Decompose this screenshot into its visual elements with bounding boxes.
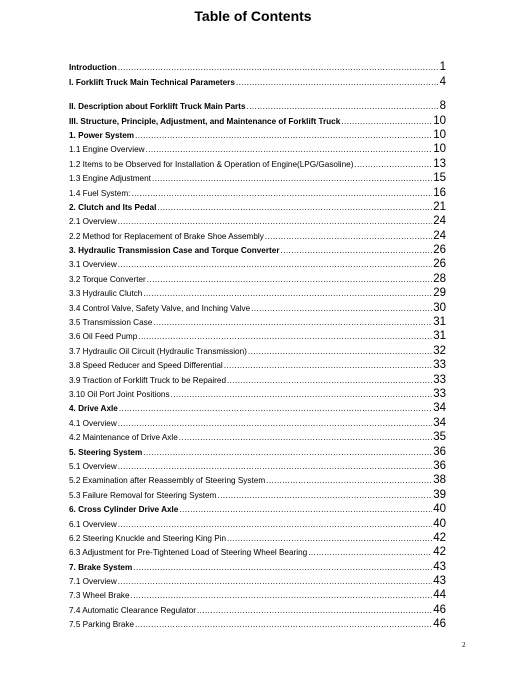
- toc-entry-label: 3.9 Traction of Forklift Truck to be Repaired: [69, 375, 226, 385]
- dot-leader: [251, 304, 432, 314]
- dot-leader: [143, 448, 432, 458]
- toc-entry-label: 4.1 Overview: [69, 418, 117, 428]
- toc-entry-page: 26: [433, 258, 446, 271]
- toc-entry-page: 28: [433, 272, 446, 285]
- toc-entry-page: 33: [433, 373, 446, 386]
- toc-entry-page: 35: [433, 431, 446, 444]
- toc-entry-page: 43: [433, 575, 446, 588]
- dot-leader: [135, 620, 432, 630]
- toc-entry[interactable]: [69, 458, 446, 472]
- toc-entry-label: II. Description about Forklift Truck Main Parts: [69, 102, 246, 112]
- toc-entry[interactable]: [69, 328, 446, 342]
- toc-entry-label: III. Structure, Principle, Adjustment, and Maintenance of Forklift Truck: [69, 116, 341, 126]
- toc-entry-label: 7.1 Overview: [69, 577, 117, 587]
- toc-entry-label: 3.8 Speed Reducer and Speed Differential: [69, 361, 223, 371]
- dot-leader: [131, 189, 432, 199]
- dot-leader: [217, 491, 432, 501]
- toc-entry-label: 3. Hydraulic Transmission Case and Torque Converter: [69, 246, 280, 256]
- dot-leader: [179, 505, 432, 515]
- page-number: 2: [462, 641, 466, 649]
- toc-entry-label: 3.6 Oil Feed Pump: [69, 332, 138, 342]
- toc-entry[interactable]: [69, 386, 446, 400]
- toc-entry[interactable]: [69, 486, 446, 500]
- dot-leader: [227, 376, 432, 386]
- toc-entry[interactable]: [69, 199, 446, 213]
- toc-entry-page: 33: [433, 359, 446, 372]
- toc-entry-page: 46: [433, 618, 446, 631]
- toc-entry[interactable]: [69, 558, 446, 572]
- toc-entry[interactable]: [69, 314, 446, 328]
- toc-entry[interactable]: [69, 285, 446, 299]
- toc-entry-page: 31: [433, 330, 446, 343]
- toc-entry[interactable]: [69, 544, 446, 558]
- toc-entry[interactable]: [69, 501, 446, 515]
- dot-leader: [143, 289, 432, 299]
- dot-leader: [118, 260, 432, 270]
- toc-entry[interactable]: [69, 342, 446, 356]
- toc-entry-page: 32: [433, 344, 446, 357]
- toc-entry[interactable]: [69, 227, 446, 241]
- dot-leader: [171, 390, 433, 400]
- toc-entry-label: 5.1 Overview: [69, 461, 117, 471]
- toc-entry-label: 5. Steering System: [69, 447, 143, 457]
- dot-leader: [118, 520, 432, 530]
- toc-entry-label: 1.2 Items to be Observed for Installation & Operation of Engine(LPG/Gasoline): [69, 159, 354, 169]
- dot-leader: [118, 577, 432, 587]
- toc-entry-page: 42: [433, 531, 446, 544]
- toc-entry-page: 46: [433, 603, 446, 616]
- toc-entry-page: 43: [433, 560, 446, 573]
- toc-entry[interactable]: [69, 515, 446, 529]
- dot-leader: [118, 462, 432, 472]
- toc-entry[interactable]: [69, 573, 446, 587]
- toc-entry[interactable]: [69, 242, 446, 256]
- toc-entry-page: 13: [433, 157, 446, 170]
- toc-entry[interactable]: [69, 112, 446, 126]
- dot-leader: [197, 606, 432, 616]
- toc-entry-label: 1.4 Fuel System:: [69, 188, 131, 198]
- toc-entry[interactable]: [69, 299, 446, 313]
- toc-entry[interactable]: [69, 371, 446, 385]
- toc-entry-page: 4: [439, 75, 446, 88]
- dot-leader: [341, 117, 432, 127]
- dot-leader: [236, 78, 439, 88]
- toc-entry-page: 36: [433, 459, 446, 472]
- toc-entry[interactable]: [69, 400, 446, 414]
- toc-entry[interactable]: [69, 98, 446, 112]
- toc-entry[interactable]: [69, 127, 446, 141]
- dot-leader: [265, 232, 432, 242]
- toc-entry-page: 16: [433, 186, 446, 199]
- toc-entry[interactable]: [69, 155, 446, 169]
- dot-leader: [135, 131, 432, 141]
- dot-leader: [131, 591, 433, 601]
- toc-entry-label: 3.7 Hydraulic Oil Circuit (Hydraulic Transmission): [69, 346, 247, 356]
- dot-leader: [118, 63, 439, 73]
- toc-entry[interactable]: [69, 270, 446, 284]
- toc-entry-page: 21: [433, 200, 446, 213]
- toc-entry-page: 33: [433, 387, 446, 400]
- dot-leader: [118, 419, 432, 429]
- toc-entry-page: 24: [433, 215, 446, 228]
- dot-leader: [118, 217, 432, 227]
- toc-entry-page: 26: [433, 244, 446, 257]
- toc-entry-page: 44: [433, 589, 446, 602]
- toc-entry-label: 7.3 Wheel Brake: [69, 591, 130, 601]
- toc-entry-label: 7.4 Automatic Clearance Regulator: [69, 605, 196, 615]
- toc-entry-label: 7.5 Parking Brake: [69, 620, 135, 630]
- toc-entry-page: 10: [433, 128, 446, 141]
- toc-entry-label: I. Forklift Truck Main Technical Parameters: [69, 77, 235, 87]
- toc-entry-page: 10: [433, 143, 446, 156]
- toc-entry[interactable]: [69, 170, 446, 184]
- toc-entry[interactable]: [69, 443, 446, 457]
- toc-entry-page: 42: [433, 546, 446, 559]
- dot-leader: [146, 145, 433, 155]
- dot-leader: [308, 548, 432, 558]
- toc-entry[interactable]: [69, 616, 446, 630]
- toc-entry-label: 4.2 Maintenance of Drive Axle: [69, 433, 178, 443]
- toc-entry[interactable]: [69, 429, 446, 443]
- toc-entry-page: 10: [433, 114, 446, 127]
- dot-leader: [281, 246, 433, 256]
- toc-entry[interactable]: [69, 213, 446, 227]
- toc-entry-label: 2.1 Overview: [69, 217, 117, 227]
- dot-leader: [248, 347, 432, 357]
- dot-leader: [133, 563, 432, 573]
- toc-entry[interactable]: [69, 357, 446, 371]
- dot-leader: [227, 534, 432, 544]
- toc-entry-page: 15: [433, 172, 446, 185]
- dot-leader: [138, 332, 432, 342]
- toc-entry-page: 24: [433, 229, 446, 242]
- toc-entry[interactable]: [69, 73, 446, 87]
- toc-entry-label: 6.3 Adjustment for Pre-Tightened Load of Steering Wheel Bearing: [69, 548, 308, 558]
- toc-entry-label: 2.2 Method for Replacement of Brake Shoe Assembly: [69, 231, 264, 241]
- toc-entry-label: 1.3 Engine Adjustment: [69, 174, 151, 184]
- toc-entry-label: Introduction: [69, 63, 117, 73]
- toc-entry-label: 6.2 Steering Knuckle and Steering King Pin: [69, 533, 227, 543]
- toc-entry-page: 36: [433, 445, 446, 458]
- toc-entry-page: 29: [433, 287, 446, 300]
- toc-entry-label: 1.1 Engine Overview: [69, 145, 145, 155]
- toc-entry[interactable]: [69, 184, 446, 198]
- toc-entry-label: 2. Clutch and Its Pedal: [69, 202, 157, 212]
- toc-entry[interactable]: [69, 59, 446, 73]
- toc-entry-label: 1. Power System: [69, 130, 135, 140]
- dot-leader: [179, 433, 432, 443]
- toc-entry-page: 39: [433, 488, 446, 501]
- toc-entry[interactable]: [69, 256, 446, 270]
- toc-entry-label: 3.4 Control Valve, Safety Valve, and Inching Valve: [69, 303, 251, 313]
- toc-entry-page: 1: [439, 61, 446, 74]
- toc-entry-label: 3.3 Hydraulic Clutch: [69, 289, 143, 299]
- dot-leader: [266, 476, 432, 486]
- toc-entry-page: 31: [433, 316, 446, 329]
- dot-leader: [119, 404, 432, 414]
- page-title: Table of Contents: [194, 8, 312, 24]
- dot-leader: [152, 174, 432, 184]
- toc-entry-page: 30: [433, 301, 446, 314]
- dot-leader: [247, 102, 439, 112]
- toc-entry-label: 5.3 Failure Removal for Steering System: [69, 490, 217, 500]
- toc-entry[interactable]: [69, 587, 446, 601]
- toc-entry-label: 3.5 Transmission Case: [69, 318, 153, 328]
- toc-entry-page: 40: [433, 503, 446, 516]
- toc-entry-page: 34: [433, 416, 446, 429]
- dot-leader: [153, 318, 432, 328]
- toc-entry-label: 3.10 Oil Port Joint Positions: [69, 389, 170, 399]
- toc-entry-label: 3.2 Torque Converter: [69, 274, 146, 284]
- toc-entry-label: 7. Brake System: [69, 562, 133, 572]
- toc-entry-label: 6. Cross Cylinder Drive Axle: [69, 505, 179, 515]
- dot-leader: [354, 160, 432, 170]
- toc-entry-page: 38: [433, 474, 446, 487]
- toc-entry[interactable]: [69, 414, 446, 428]
- toc-entry-label: 6.1 Overview: [69, 519, 117, 529]
- toc-entry-page: 34: [433, 402, 446, 415]
- toc-list: [69, 59, 446, 630]
- toc-entry[interactable]: [69, 601, 446, 615]
- toc-entry-label: 4. Drive Axle: [69, 404, 118, 414]
- dot-leader: [224, 361, 433, 371]
- toc-entry[interactable]: [69, 472, 446, 486]
- toc-entry[interactable]: [69, 530, 446, 544]
- toc-entry-page: 8: [439, 100, 446, 113]
- toc-entry[interactable]: [69, 141, 446, 155]
- dot-leader: [157, 203, 432, 213]
- toc-entry-label: 5.2 Examination after Reassembly of Steering System: [69, 476, 266, 486]
- dot-leader: [147, 275, 432, 285]
- toc-entry-page: 40: [433, 517, 446, 530]
- toc-entry-label: 3.1 Overview: [69, 260, 117, 270]
